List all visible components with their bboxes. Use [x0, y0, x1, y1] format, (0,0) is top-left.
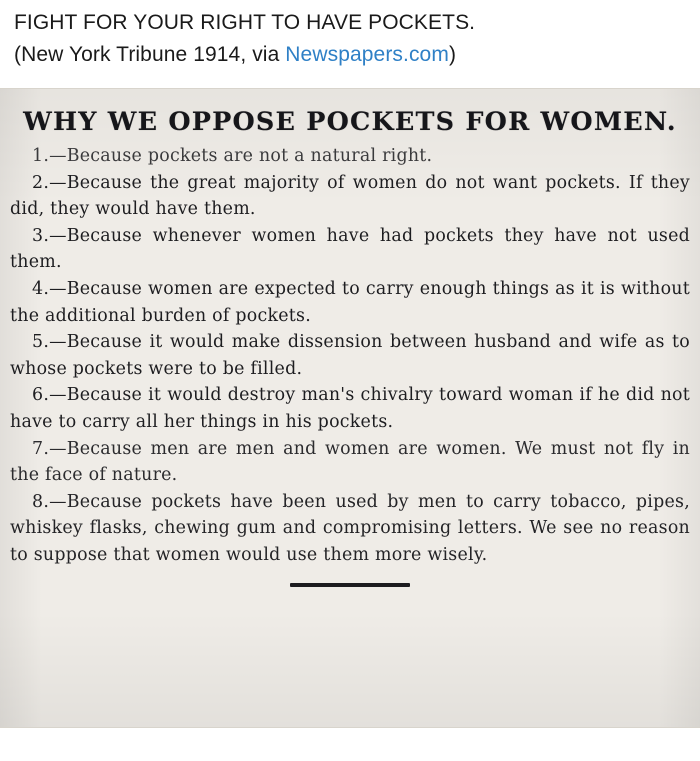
caption-line-1: FIGHT FOR YOUR RIGHT TO HAVE POCKETS.	[14, 11, 476, 34]
newspapers-com-link[interactable]: Newspapers.com	[285, 43, 449, 66]
footer-whitespace	[0, 729, 700, 761]
list-item: 3.—Because whenever women have had pockets they have not used them.	[10, 225, 690, 273]
list-item: 7.—Because men are men and women are women. We must not fly in the face of nature.	[10, 438, 690, 486]
list-item: 8.—Because pockets have been used by men to carry tobacco, pipes, whiskey flasks, chewing gum and compromising letters. We see no reason to suppose that women would use them more wisely.	[10, 491, 690, 565]
list-item: 1.—Because pockets are not a natural right.	[32, 146, 433, 166]
caption-line-2	[14, 40, 686, 70]
list-item: 4.—Because women are expected to carry enough things as it is without the additional burden of pockets.	[10, 278, 690, 326]
list-item: 5.—Because it would make dissension between husband and wife as to whose pockets were to be filled.	[10, 332, 690, 379]
end-rule-divider	[290, 583, 410, 587]
caption-block	[0, 0, 700, 80]
clipping-headline: WHY WE OPPOSE POCKETS FOR WOMEN.	[23, 107, 677, 137]
caption-source-suffix: )	[448, 43, 457, 66]
caption-source-prefix: (New York Tribune 1914, via	[14, 43, 286, 66]
clipping-inner	[0, 89, 700, 587]
list-item: 2.—Because the great majority of women do not want pockets. If they did, they would have them.	[10, 172, 690, 220]
newspaper-clipping	[0, 88, 700, 728]
list-item: 6.—Because it would destroy man's chivalry toward woman if he did not have to carry all her things in his pockets.	[10, 385, 690, 432]
clipping-body	[6, 143, 694, 569]
